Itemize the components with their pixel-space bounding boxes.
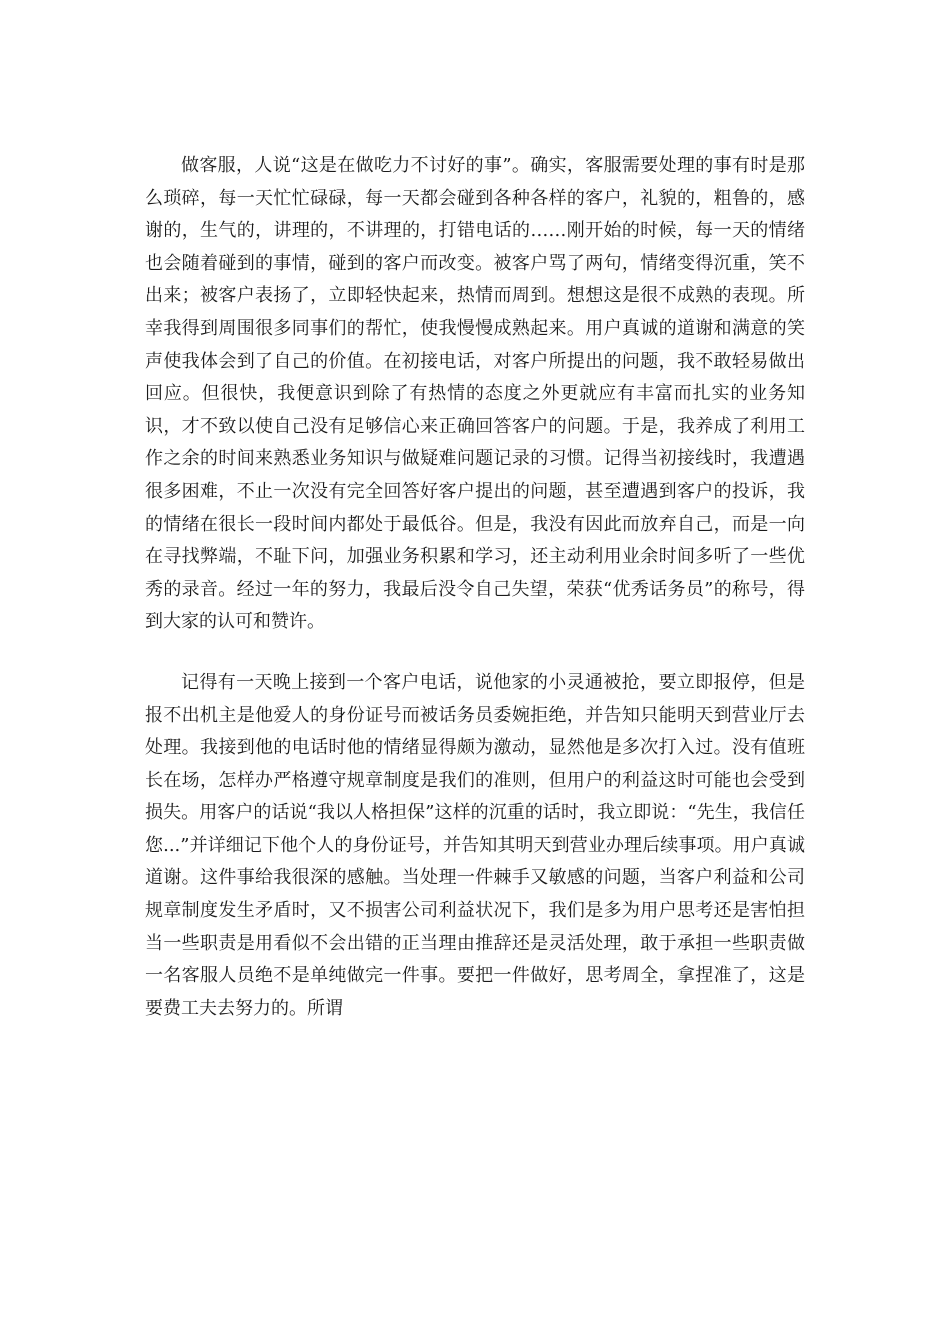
paragraph-2: 记得有一天晚上接到一个客户电话，说他家的小灵通被抢，要立即报停，但是报不出机主是他爱人的身份证号而被话务员委婉拒绝，并告知只能明天到营业厅去处理。我接到他的电话时他的情绪显得颇为激动，显然他是多次打入过。没有值班长在场，怎样办严格遵守规章制度是我们的准则，但用户的利益这时可能也会受到损失。用客户的话说“我以人格担保”这样的沉重的话时，我立即说：“先生，我信任您...”并详细记下他个人的身份证号，并告知其明天到营业办理后续事项。用户真诚道谢。这件事给我很深的感触。当处理一件棘手又敏感的问题，当客户利益和公司规章制度发生矛盾时，又不损害公司利益状况下，我们是多为用户思考还是害怕担当一些职责是用看似不会出错的正当理由推辞还是灵活处理，敢于承担一些职责做一名客服人员绝不是单纯做完一件事。要把一件做好，思考周全，拿捏准了，这是要费工夫去努力的。所谓 [145, 671, 805, 1019]
document-body [145, 150, 805, 1025]
paragraph-1: 做客服，人说“这是在做吃力不讨好的事”。确实，客服需要处理的事有时是那么琐碎，每一天忙忙碌碌，每一天都会碰到各种各样的客户，礼貌的，粗鲁的，感谢的，生气的，讲理的，不讲理的，打错电话的……刚开始的时候，每一天的情绪也会随着碰到的事情，碰到的客户而改变。被客户骂了两句，情绪变得沉重，笑不出来；被客户表扬了，立即轻快起来，热情而周到。想想这是很不成熟的表现。所幸我得到周围很多同事们的帮忙，使我慢慢成熟起来。用户真诚的道谢和满意的笑声使我体会到了自己的价值。在初接电话，对客户所提出的问题，我不敢轻易做出回应。但很快，我便意识到除了有热情的态度之外更就应有丰富而扎实的业务知识，才不致以使自己没有足够信心来正确回答客户的问题。于是，我养成了利用工作之余的时间来熟悉业务知识与做疑难问题记录的习惯。记得当初接线时，我遭遇很多困难，不止一次没有完全回答好客户提出的问题，甚至遭遇到客户的投诉，我的情绪在很长一段时间内都处于最低谷。但是，我没有因此而放弃自己，而是一向在寻找弊端，不耻下问，加强业务积累和学习，还主动利用业余时间多听了一些优秀的录音。经过一年的努力，我最后没令自己失望，荣获“优秀话务员”的称号，得到大家的认可和赞许。 [145, 155, 805, 633]
